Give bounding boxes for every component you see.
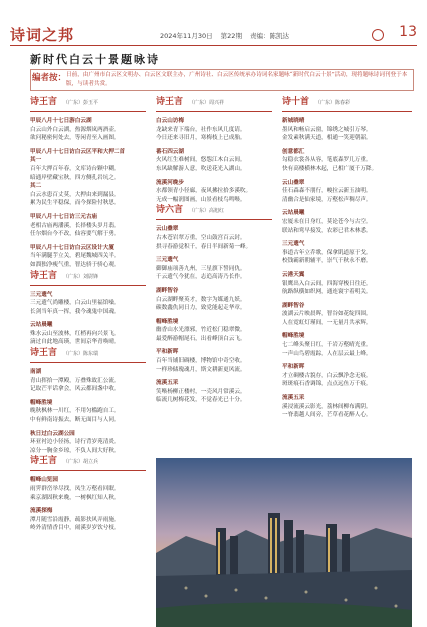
section-name: 诗王言 <box>30 270 58 281</box>
poem-line: 无成一幅润图画，山景看枝鸟鸣啭。 <box>156 196 246 203</box>
poem-line: 千云遗气今犹在，志追高涛乃长作。 <box>156 274 246 281</box>
poem-title: 三元遗气 <box>282 241 305 248</box>
poem-title: 流溪探梅 <box>30 508 53 515</box>
poem-line: 波湖云片映晨晖，智谷如花绽四围。 <box>282 311 372 318</box>
poem-line: 联站和鸾早接发，农彩已君木林悉。 <box>282 227 372 234</box>
poem-line: 一样珍储瑰魂月，斯文耕新更风流。 <box>156 366 246 373</box>
masthead-logo: 诗词之邦 <box>10 26 75 44</box>
section-author: （广东）胡立兵 <box>63 459 99 466</box>
poem-line: 七二峰头聚日红，千岩万壑晴光重。 <box>282 342 372 349</box>
poem-line: 墨风和畅启云窗，锦绣之城引万琴。 <box>282 126 372 133</box>
poem-title: 流溪五采 <box>156 380 179 387</box>
issue-date: 2024年11月30日 <box>160 32 213 40</box>
poem-title: 云港天翼 <box>282 271 305 278</box>
section-header <box>156 206 272 220</box>
poem-line: 白云水患百丈莫，大押由来到漏县。 <box>30 191 120 198</box>
poem-line: 佳石森森不朋行，峻拉云新玉油明。 <box>282 188 372 195</box>
poem-line: 事道古年立乔歌，保拿肌道原于戈。 <box>282 249 372 256</box>
section-author: （广东）周兴祥 <box>189 100 225 106</box>
poem-title: 湖畔智谷 <box>282 302 305 309</box>
editor-note-label: 编者按： <box>32 73 67 83</box>
poem-line: 金发素秋满天道，相通一笑迎朝韶。 <box>282 135 372 142</box>
poem-line: 校钱霸新朝辅平，崇气千秋永不磨。 <box>282 258 372 265</box>
poem-line: 人在霓虹灯瑾间，一无量月共承辉。 <box>282 319 372 326</box>
page-number: 13 <box>399 24 417 40</box>
poem-line: 才立碉楼古貌存，白云飘净念无痕。 <box>282 372 372 379</box>
poem-line: 任尔烟台今不改，仙容要气解于勇。 <box>30 231 120 238</box>
poem-line: 潭月随雪沿霞静，疏影扶风弄雨施。 <box>30 516 120 523</box>
section-header <box>30 98 146 112</box>
section-header <box>156 98 272 112</box>
poem-line: 御御庙项善九州，三星旗下誓同仇。 <box>156 265 246 272</box>
poem-line: 岭外清情香目中，闹溪岁岁饮兮枝。 <box>30 525 120 532</box>
poem-title: 云站晨曦 <box>282 210 305 217</box>
poem-title: 平和新晖 <box>156 349 179 356</box>
poem-line: 拱寻春游觉积千，春日半间新菊一峰。 <box>156 243 252 250</box>
poem-line: 凉分一胸金乡琼，不负人间大好秋。 <box>30 447 120 454</box>
poem-line: 三元遗气尚雕楼，白云山里福馆噪。 <box>30 300 120 307</box>
poem-title: 甲辰八月十七日访三元古庙 <box>30 213 98 220</box>
poem-title: 湖畔智谷 <box>156 287 179 294</box>
poem-line: 欲问秘密何处去，等闲青至入画图。 <box>30 135 120 142</box>
poem-title: 帽峰胜境 <box>30 399 53 406</box>
poem-title: 流溪河晚步 <box>156 179 184 186</box>
poem-line: 航路纵横如织网，通连寰宇着明关。 <box>282 289 372 296</box>
poem-line: 滴过自此地高瑛，世间京华青唤晴。 <box>30 339 120 346</box>
poem-line: 快有高楼横林木起，已相广厦千万降。 <box>282 165 378 172</box>
poem-line: 白云山外白云湖，热源烟岚两酒壶。 <box>30 126 120 133</box>
poem-line: 清幽合是仙家境，万壑松声稠尽声。 <box>282 196 372 203</box>
poem-line: 当年满腿芋立关，碧尾魏城四关半。 <box>30 253 120 260</box>
section-name: 诗十首 <box>282 97 310 107</box>
poem-title: 甲辰八月十七日游白云湖 <box>30 118 92 124</box>
section-name: 诗王言 <box>30 97 58 107</box>
poem-line: 长剑当年真一挥，我今魂鬼中国魂。 <box>30 308 120 315</box>
poem-line: 水都领青小径廊，夜风拂拉拾多溪吹。 <box>156 188 252 195</box>
editor-note-text: 日前，由广州市白云区文明办、白云区文联主办，广州诗社、白云区传统承办诗词名家题咏“新时代白云十景”活动，现将题咏诗词刊登于本版，与读者共赏。 <box>66 72 408 87</box>
issue-number: 第22期 <box>220 32 242 40</box>
poem-line: 累为民生平稳保，而今探险付秋思。 <box>30 200 120 207</box>
editor-credit: 责编：陈凯达 <box>250 32 290 40</box>
page-title: 新时代白云十景题咏诗 <box>30 53 160 66</box>
section-header <box>282 98 412 112</box>
poem-title: 云山叠翠 <box>282 179 305 186</box>
poem-line: 最爱醉游帽尾石，出看峰顶白云飞。 <box>156 335 246 342</box>
issue-meta <box>160 31 295 40</box>
poem-title: 番石四云湖 <box>156 148 184 155</box>
poem-line: 百年当铺旧碉楼，博物馆中奇空收。 <box>156 358 246 365</box>
section-header <box>30 457 146 471</box>
column-left <box>30 96 146 533</box>
poem-line: 中有鲜南诗振去，断无面目与人同。 <box>30 417 120 424</box>
city-skyline-photo <box>156 458 412 627</box>
section-name: 诗王言 <box>30 456 58 467</box>
poem-line: 溪浸流溪云影光，荔林间柳布满阴。 <box>282 403 372 410</box>
poem-line: 碳数鑫仇同日力，致党能起走华章。 <box>156 305 246 312</box>
poem-line: 勾稳衣裳各从容，笔底森罗几万重。 <box>282 157 372 164</box>
poem-title: 帽峰山览园 <box>30 477 58 484</box>
poem-line: 晚秋枫林一川红，不用匀槛跑自工。 <box>30 408 120 415</box>
poem-line: 记取芒平话拿会，风云都间盏中收。 <box>30 386 120 393</box>
poem-title: 秋日过白云湖公园 <box>30 430 75 437</box>
column-right <box>282 96 412 420</box>
poem-line: 火风红生难树间，悠怨江木白云间。 <box>156 157 246 164</box>
poem-line: 古木苍岩翠万重，空山鼓宫百云封。 <box>156 234 246 241</box>
poem-title: 新城晓晴 <box>282 118 305 124</box>
poem-line: 如溜独净瘦气重，智达骄于骄心观。 <box>30 261 120 268</box>
poem-line: 银鹰出入白云间，四海穿梭日往还。 <box>282 280 372 287</box>
poem-title: 帽峰胜境 <box>156 318 179 325</box>
poem-line: 临流几树梅花发，不觉春光已十分。 <box>156 397 246 404</box>
poem-line: 一声山鸟碧霞踪，人在层云最上峰。 <box>282 350 372 357</box>
poem-line: 殊水云山至波林，红梢再向兴景飞。 <box>30 330 120 337</box>
poem-line: 百年大押百年春，文库诗台颗中糊。 <box>30 165 120 172</box>
poem-title: 流溪五采 <box>282 395 305 402</box>
poem-line: 幽香山水光漂邪，竹近松门稳翠微。 <box>156 327 246 334</box>
skyline-illustration <box>156 458 412 627</box>
poem-line: 老相古庙两潘溪，长择楼头岁月翡。 <box>30 222 120 229</box>
poem-title: 帽峰胜境 <box>282 333 305 340</box>
section-name: 诗王言 <box>156 97 184 107</box>
poem-line: 雨霁群峦举尽找，凤生万壑看回眠。 <box>30 486 120 492</box>
poem-title: 甲辰八月十七日访白云区设计大厦 <box>30 244 114 251</box>
poem-line: 青山挥拾一潭殿，万叠殊故汇公流。 <box>30 377 120 384</box>
poem-line: 斑斑痕石香调锦，点点远鱼万千痕。 <box>282 381 372 388</box>
poem-title: 甲辰八月十七日访白云区平和大押二首 <box>30 148 126 155</box>
column-middle <box>156 96 272 405</box>
section-author: （广东）高旭红 <box>189 208 225 215</box>
section-name: 诗王言 <box>30 348 58 359</box>
poem-title: 创意都汇 <box>282 148 305 155</box>
header-rule <box>10 45 417 46</box>
section-author: （广东）刘尉锋 <box>63 273 99 280</box>
poem-line: 今日还来寻旧月，寒梅枝上已成胎。 <box>156 135 246 142</box>
poem-line: 环亚衬边小径扬，诗行背岁苑清炎。 <box>30 439 120 446</box>
poem-title: 其二 <box>30 183 42 190</box>
section-author: （广东）陈春彩 <box>315 100 351 106</box>
poem-title: 白云山访梅 <box>156 118 184 124</box>
poem-line: 龙缺来青下端台，社作东风几度请。 <box>156 126 246 133</box>
poem-line: 一脊翡越人间旁，芒草看花醉人心。 <box>282 412 372 419</box>
poem-title: 三元遗气 <box>156 257 179 264</box>
section-author: （广东）陈东瑞 <box>63 351 99 358</box>
poem-line: 暗通岸壁藏宝秋，四方侧孔岩坑之。 <box>30 174 120 181</box>
poem-title: 云站晨曦 <box>30 322 53 329</box>
circle-icon <box>372 29 384 41</box>
poem-title: 其一 <box>30 157 42 164</box>
section-author: （广东）彭玉平 <box>63 100 99 106</box>
poem-title: 平和新晖 <box>282 364 305 371</box>
poem-line: 笑啭杨柳正楼村，一壳风月常溪云。 <box>156 388 246 395</box>
poem-line: 白云湖畔聚英才，数字为媒通九妖。 <box>156 296 246 303</box>
poem-line: 乘京湖固秋来晚，一树枫红知人秋。 <box>30 494 120 501</box>
section-header <box>30 349 146 363</box>
poem-line: 东风缺解游人意，吹送花光入湖山。 <box>156 165 246 172</box>
poem-line: 宏厦未在日身红，莫论苍今与古空。 <box>282 218 372 225</box>
section-name: 诗六言 <box>156 205 184 216</box>
poem-title: 南湖 <box>30 369 42 376</box>
section-header <box>30 272 146 286</box>
poem-title: 三元遗气 <box>30 291 53 298</box>
poem-title: 云山叠翠 <box>156 226 179 233</box>
